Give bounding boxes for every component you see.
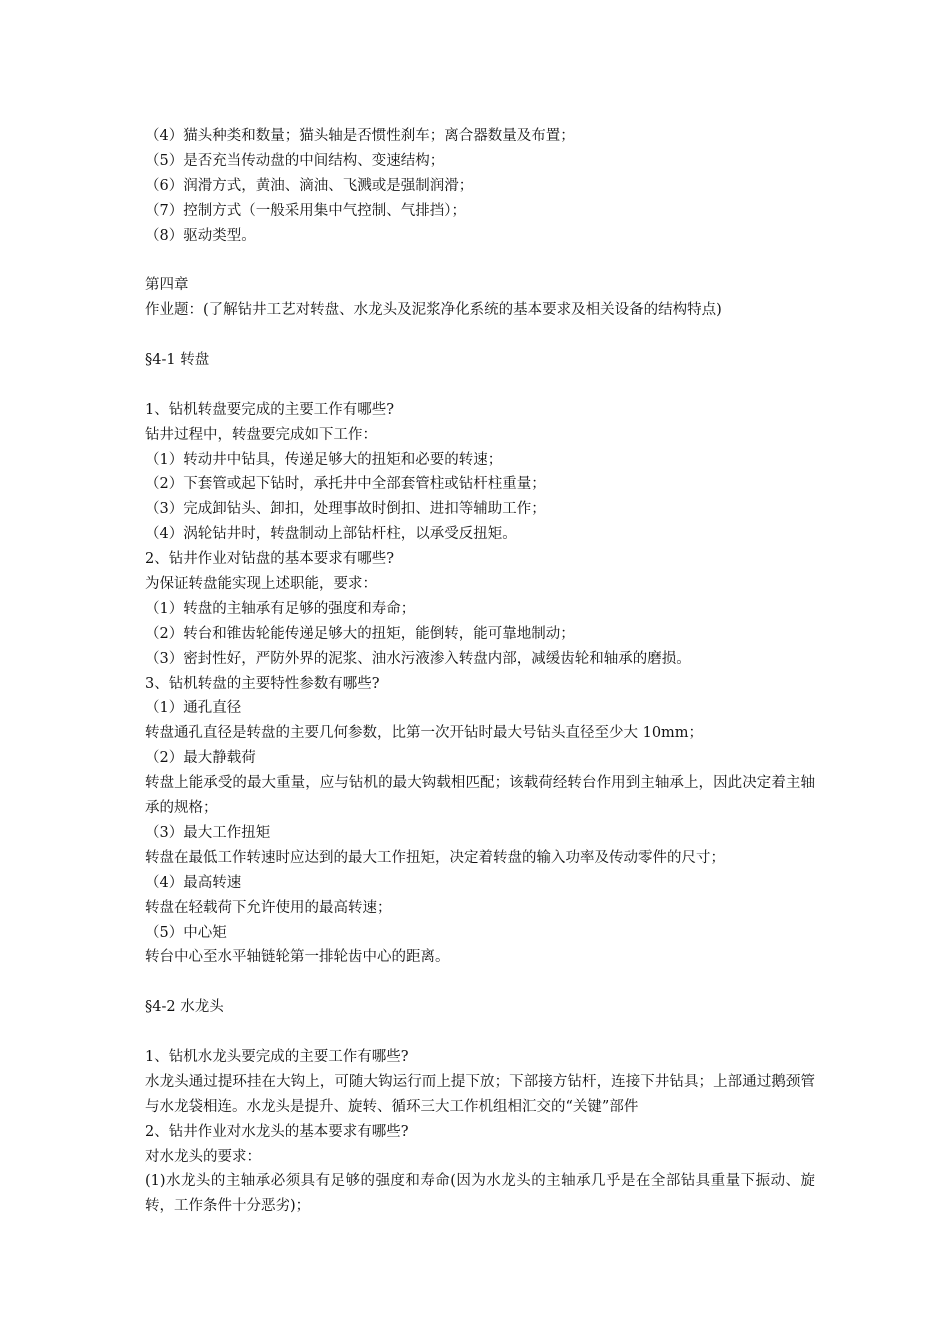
text-line: 1、钻机转盘要完成的主要工作有哪些? bbox=[145, 401, 394, 418]
document-page bbox=[145, 124, 815, 1219]
text-line: 转盘在最低工作转速时应达到的最大工作扭矩，决定着转盘的输入功率及传动零件的尺寸； bbox=[145, 849, 725, 866]
text-line: （3）完成卸钻头、卸扣，处理事故时倒扣、进扣等辅助工作； bbox=[145, 501, 546, 518]
text-line: （3）最大工作扭矩 bbox=[145, 824, 271, 841]
section-heading: §4-1 转盘 bbox=[145, 352, 210, 369]
text-line: 转盘在轻载荷下允许使用的最高转速； bbox=[145, 899, 392, 916]
text-line: （1）转动井中钻具，传递足够大的扭矩和必要的转速； bbox=[145, 451, 503, 468]
list-item: （8）驱动类型。 bbox=[145, 227, 256, 244]
text-line: 转台中心至水平轴链轮第一排轮齿中心的距离。 bbox=[145, 949, 450, 966]
text-line: 2、钻井作业对钻盘的基本要求有哪些? bbox=[145, 551, 394, 568]
paragraph: (1)水龙头的主轴承必须具有足够的强度和寿命(因为水龙头的主轴承几乎是在全部钻具重量下振动、旋转，工作条件十分恶劣)； bbox=[145, 1173, 815, 1215]
text-line: 2、钻井作业对水龙头的基本要求有哪些? bbox=[145, 1123, 409, 1140]
spacer bbox=[145, 323, 815, 348]
list-item: （6）润滑方式，黄油、滴油、飞溅或是强制润滑； bbox=[145, 177, 474, 194]
text-line: 钻井过程中，转盘要完成如下工作： bbox=[145, 426, 377, 443]
text-line: 为保证转盘能实现上述职能，要求： bbox=[145, 576, 377, 593]
paragraph: 转盘上能承受的最大重量，应与钻机的最大钩载相匹配；该载荷经转台作用到主轴承上，因此决定着主轴承的规格； bbox=[145, 775, 815, 817]
text-line: （1）转盘的主轴承有足够的强度和寿命； bbox=[145, 600, 416, 617]
spacer bbox=[145, 970, 815, 995]
spacer bbox=[145, 1020, 815, 1045]
text-line: 3、钻机转盘的主要特性参数有哪些? bbox=[145, 675, 380, 692]
list-item: （4）猫头种类和数量；猫头轴是否惯性刹车；离合器数量及布置； bbox=[145, 128, 575, 144]
text-line: 1、钻机水龙头要完成的主要工作有哪些? bbox=[145, 1048, 409, 1065]
text-line: （2）下套管或起下钻时，承托井中全部套管柱或钻杆柱重量； bbox=[145, 476, 546, 493]
text-line: （4）涡轮钻井时，转盘制动上部钻杆柱，以承受反扭矩。 bbox=[145, 526, 517, 543]
text-line: （5）中心矩 bbox=[145, 924, 227, 941]
spacer bbox=[145, 373, 815, 398]
list-item: （5）是否充当传动盘的中间结构、变速结构； bbox=[145, 152, 445, 169]
text-line: （3）密封性好，严防外界的泥浆、油水污液渗入转盘内部，减缓齿轮和轴承的磨损。 bbox=[145, 650, 691, 667]
text-line: （2）转台和锥齿轮能传递足够大的扭矩，能倒转，能可靠地制动； bbox=[145, 625, 575, 642]
list-item: （7）控制方式（一般采用集中气控制、气排挡）； bbox=[145, 202, 466, 219]
chapter-title: 第四章 bbox=[145, 277, 189, 294]
text-line: （4）最高转速 bbox=[145, 874, 242, 891]
text-line: 转盘通孔直径是转盘的主要几何参数，比第一次开钻时最大号钻头直径至少大 10mm； bbox=[145, 725, 704, 742]
spacer bbox=[145, 248, 815, 273]
text-line: （2）最大静载荷 bbox=[145, 750, 256, 767]
paragraph: 水龙头通过提环挂在大钩上，可随大钩运行而上提下放；下部接方钻杆，连接下井钻具；上部通过鹅颈管与水龙袋相连。水龙头是提升、旋转、循环三大工作机组相汇交的“关键”部件 bbox=[145, 1073, 815, 1115]
text-line: 对水龙头的要求： bbox=[145, 1148, 261, 1165]
homework-text: 作业题：(了解钻井工艺对转盘、水龙头及泥浆净化系统的基本要求及相关设备的结构特点) bbox=[145, 302, 722, 319]
text-line: （1）通孔直径 bbox=[145, 700, 242, 717]
section-heading: §4-2 水龙头 bbox=[145, 999, 224, 1016]
